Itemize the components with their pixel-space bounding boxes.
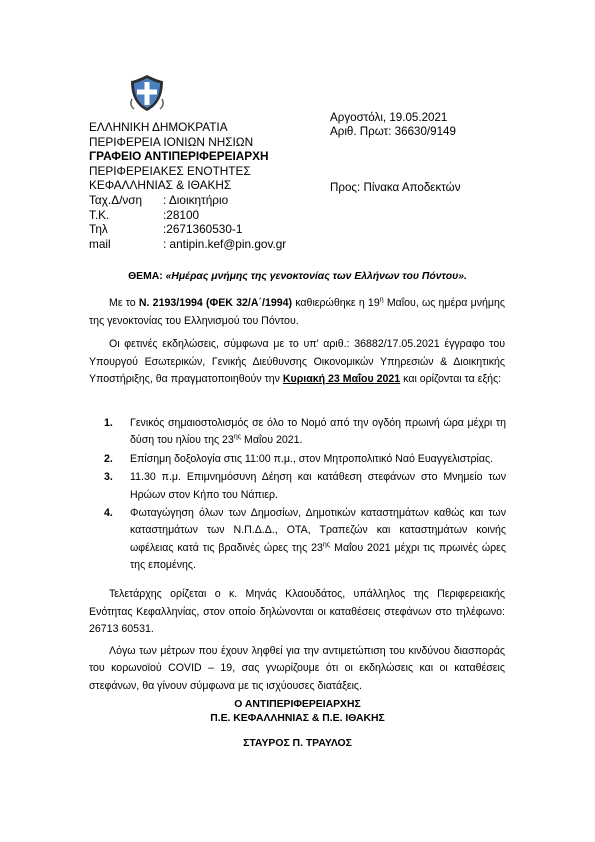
- list-item: [104, 469, 506, 504]
- date-protocol-block: [330, 111, 456, 140]
- measures-list: [104, 415, 506, 576]
- office-name: ΓΡΑΦΕΙΟ ΑΝΤΙΠΕΡΙΦΕΡΕΙΑΡΧΗ: [89, 149, 269, 164]
- contact-key: Τ.Κ.: [89, 207, 110, 222]
- closing-body: [89, 586, 505, 696]
- item-text: [130, 505, 506, 575]
- intro-body: [89, 295, 505, 389]
- text-run: Οι φετινές εκδηλώσεις, σύμφωνα με το υπ' αριθ.: 36882/17.05.2021 έγγραφο του Υπουργού Εσωτερικών, Γενικής Διεύθυνσης Οικονομικών Υπηρεσιών & Διοικητικής Υποστήριξης, θα πραγματοποιηθούν την: [89, 338, 505, 386]
- contact-key: Τηλ: [89, 222, 108, 237]
- subject-line: [0, 271, 595, 282]
- superscript: ης: [322, 541, 331, 549]
- contact-key: Ταχ.Δ/νση: [89, 192, 143, 207]
- signatory-title: Π.Ε. ΚΕΦΑΛΛΗΝΙΑΣ & Π.Ε. ΙΘΑΚΗΣ: [210, 712, 385, 724]
- text-run: Με το: [109, 297, 139, 309]
- paragraph: Τελετάρχης ορίζεται ο κ. Μηνάς Κλαουδάτος, υπάλληλος της Περιφερειακής Ενότητας Κεφαλληνίας, στον οποίο δηλώνονται οι καταθέσεις στεφάνων στο τηλέφωνο: 26713 60531.: [89, 588, 505, 636]
- subject-text: «Ημέρας μνήμης της γενοκτονίας των Ελλήνων του Πόντου».: [165, 271, 467, 282]
- text-run: καθιερώθηκε η 19: [292, 297, 380, 309]
- recipients: Προς: Πίνακα Αποδεκτών: [330, 181, 461, 194]
- org-line: ΕΛΛΗΝΙΚΗ ΔΗΜΟΚΡΑΤΙΑ: [89, 120, 228, 134]
- contact-value: :2671360530-1: [163, 222, 243, 237]
- text-run: Γενικός σημαιοστολισμός σε όλο το Νομό από την ογδόη πρωινή ώρα μέχρι τη δύση του ηλίου της 23: [130, 417, 506, 447]
- list-item: [104, 451, 506, 468]
- contact-key: mail: [89, 236, 111, 251]
- list-item: [104, 415, 506, 450]
- paragraph: [89, 295, 505, 330]
- item-number: 1.: [104, 417, 113, 429]
- protocol-number: Αριθ. Πρωτ: 36630/9149: [330, 125, 456, 139]
- contact-row: [89, 208, 329, 223]
- item-number: 4.: [104, 507, 113, 520]
- signatory-name: ΣΤΑΥΡΟΣ Π. ΤΡΑΥΛΟΣ: [243, 738, 352, 750]
- contact-email: : antipin.kef@pin.gov.gr: [163, 236, 287, 251]
- unit-line: ΚΕΦΑΛΛΗΝΙΑΣ & ΙΘΑΚΗΣ: [89, 178, 232, 193]
- paragraph: [89, 336, 505, 389]
- list-item: [104, 505, 506, 575]
- item-number: 3.: [104, 471, 113, 484]
- superscript: η: [379, 296, 384, 304]
- greek-coat-of-arms-icon: [128, 73, 166, 113]
- item-text: Επίσημη δοξολογία στις 11:00 π.μ., στον Μητροπολιτικό Ναό Ευαγγελιστρίας.: [130, 452, 494, 465]
- text-run: Μαΐου 2021 μέχρι τις πρωινές ώρες της επομένης.: [130, 541, 506, 572]
- law-reference: Ν. 2193/1994 (ΦΕΚ 32/Α΄/1994): [138, 297, 293, 309]
- paragraph: Λόγω των μέτρων που έχουν ληφθεί για την αντιμετώπιση του κινδύνου διασποράς του κορωνοϊού COVID – 19, σας γνωρίζουμε ότι οι εκδηλώσεις και οι καταθέσεις στεφάνων, θα γίνουν σύμφωνα με τις ισχύουσες διατάξεις.: [89, 644, 505, 692]
- contact-row: [89, 237, 329, 252]
- item-text: 11.30 π.μ. Επιμνημόσυνη Δέηση και κατάθεση στεφάνων στο Μνημείο των Ηρώων στον Κήπο του Νάπιερ.: [130, 471, 506, 501]
- text-run: Φωταγώγηση όλων των Δημοσίων, Δημοτικών καταστημάτων καθώς και των καταστημάτων των Ν.Π.Δ.Δ., ΟΤΑ, Τραπεζών και καταστημάτων κοινής ωφέλειας κατά τις βραδινές ώρες της 23: [130, 507, 506, 554]
- contact-row: [89, 193, 329, 208]
- place-date: Αργοστόλι, 19.05.2021: [330, 111, 448, 124]
- text-run: Μαΐου, ως ημέρα μνήμης της γενοκτονίας του Ελληνισμού του Πόντου.: [89, 297, 506, 327]
- contact-row: [89, 222, 329, 237]
- item-text: [130, 415, 506, 450]
- org-line: ΠΕΡΙΦΕΡΕΙΑ ΙΟΝΙΩΝ ΝΗΣΙΩΝ: [89, 134, 254, 149]
- contact-value: :28100: [163, 207, 200, 222]
- text-run: Μαΐου 2021.: [241, 434, 303, 447]
- superscript: ης: [233, 433, 242, 441]
- sender-block: [89, 120, 329, 251]
- contact-value: : Διοικητήριο: [163, 192, 229, 207]
- unit-line: ΠΕΡΙΦΕΡΕΙΑΚΕΣ ΕΝΟΤΗΤΕΣ: [89, 163, 251, 178]
- subject-label: ΘΕΜΑ:: [128, 271, 163, 282]
- signatory-title: Ο ΑΝΤΙΠΕΡΙΦΕΡΕΙΑΡΧΗΣ: [234, 699, 361, 710]
- item-number: 2.: [104, 452, 113, 465]
- event-date: Κυριακή 23 Μαΐου 2021: [282, 373, 401, 386]
- signature-block: [0, 698, 595, 751]
- text-run: και ορίζονται τα εξής:: [400, 373, 502, 386]
